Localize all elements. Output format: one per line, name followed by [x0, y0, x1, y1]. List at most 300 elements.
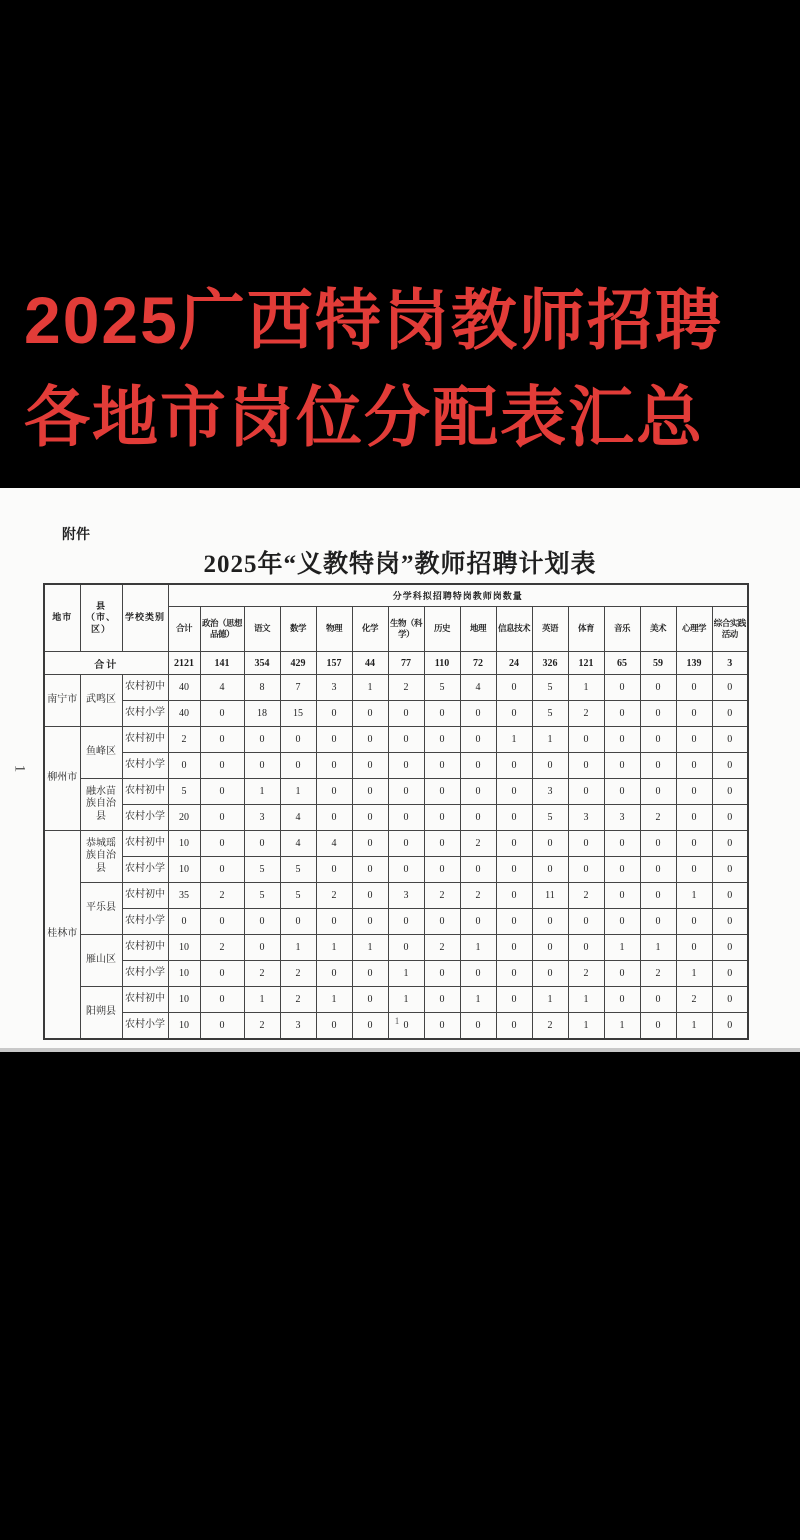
value-cell: 0 [712, 831, 748, 857]
value-cell: 0 [200, 987, 244, 1013]
value-cell: 1 [640, 935, 676, 961]
value-cell: 0 [604, 701, 640, 727]
city-cell: 桂林市 [44, 831, 80, 1040]
value-cell: 0 [424, 909, 460, 935]
value-cell: 3 [532, 779, 568, 805]
value-cell: 0 [604, 961, 640, 987]
value-cell: 0 [280, 753, 316, 779]
value-cell: 0 [568, 909, 604, 935]
value-cell: 0 [200, 701, 244, 727]
value-cell: 0 [352, 701, 388, 727]
table-row [44, 961, 748, 987]
school-type-cell: 农村初中 [122, 675, 168, 701]
value-cell: 4 [460, 675, 496, 701]
value-cell: 0 [424, 701, 460, 727]
value-cell: 0 [640, 727, 676, 753]
county-cell: 武鸣区 [80, 675, 122, 727]
value-cell: 0 [568, 935, 604, 961]
value-cell: 0 [496, 753, 532, 779]
subject-header: 美术 [640, 607, 676, 652]
value-cell: 0 [712, 753, 748, 779]
value-cell: 0 [568, 753, 604, 779]
school-type-cell: 农村初中 [122, 883, 168, 909]
county-cell: 恭城瑶族自治县 [80, 831, 122, 883]
table-header-row-1 [44, 584, 748, 607]
table-row [44, 883, 748, 909]
value-cell: 0 [200, 779, 244, 805]
value-cell: 0 [640, 987, 676, 1013]
value-cell: 0 [712, 675, 748, 701]
value-cell: 0 [352, 805, 388, 831]
value-cell: 0 [460, 857, 496, 883]
banner-title-line2: 各地市岗位分配表汇总 [24, 380, 704, 454]
value-cell: 3 [244, 805, 280, 831]
value-cell: 0 [496, 805, 532, 831]
value-cell: 20 [168, 805, 200, 831]
value-cell: 5 [532, 701, 568, 727]
value-cell: 5 [244, 883, 280, 909]
value-cell: 4 [280, 805, 316, 831]
value-cell: 1 [460, 987, 496, 1013]
document-page [0, 488, 800, 1052]
value-cell: 1 [604, 1013, 640, 1040]
value-cell: 0 [352, 987, 388, 1013]
banner-title-line1: 2025广西特岗教师招聘 [24, 283, 723, 357]
value-cell: 0 [532, 753, 568, 779]
value-cell: 10 [168, 1013, 200, 1040]
value-cell: 0 [200, 909, 244, 935]
value-cell: 0 [388, 909, 424, 935]
school-type-cell: 农村初中 [122, 987, 168, 1013]
value-cell: 0 [424, 779, 460, 805]
footer-page-number: 1 [394, 1016, 400, 1026]
value-cell: 0 [352, 1013, 388, 1040]
value-cell: 0 [352, 961, 388, 987]
value-cell: 0 [168, 753, 200, 779]
value-cell: 77 [388, 652, 424, 675]
value-cell: 35 [168, 883, 200, 909]
value-cell: 10 [168, 831, 200, 857]
value-cell: 1 [568, 675, 604, 701]
value-cell: 1 [568, 1013, 604, 1040]
value-cell: 0 [424, 1013, 460, 1040]
value-cell: 0 [640, 753, 676, 779]
total-row-label: 合计 [44, 652, 168, 675]
total-row [44, 652, 748, 675]
value-cell: 2 [244, 1013, 280, 1040]
value-cell: 1 [604, 935, 640, 961]
value-cell: 1 [316, 987, 352, 1013]
value-cell: 2 [316, 883, 352, 909]
value-cell: 0 [712, 961, 748, 987]
value-cell: 0 [496, 909, 532, 935]
value-cell: 0 [712, 701, 748, 727]
value-cell: 0 [676, 857, 712, 883]
value-cell: 0 [712, 779, 748, 805]
value-cell: 0 [316, 909, 352, 935]
value-cell: 0 [460, 805, 496, 831]
header-county: 县（市、区） [80, 584, 122, 652]
value-cell: 3 [316, 675, 352, 701]
value-cell: 2 [676, 987, 712, 1013]
subject-header: 综合实践活动 [712, 607, 748, 652]
value-cell: 0 [388, 857, 424, 883]
value-cell: 0 [280, 727, 316, 753]
value-cell: 0 [640, 1013, 676, 1040]
subject-header: 物理 [316, 607, 352, 652]
subject-header: 体育 [568, 607, 604, 652]
school-type-cell: 农村小学 [122, 961, 168, 987]
value-cell: 5 [244, 857, 280, 883]
value-cell: 18 [244, 701, 280, 727]
value-cell: 5 [280, 857, 316, 883]
value-cell: 3 [568, 805, 604, 831]
value-cell: 0 [568, 779, 604, 805]
value-cell: 15 [280, 701, 316, 727]
value-cell: 0 [200, 1013, 244, 1040]
value-cell: 0 [640, 675, 676, 701]
value-cell: 0 [244, 909, 280, 935]
value-cell: 3 [604, 805, 640, 831]
county-cell: 平乐县 [80, 883, 122, 935]
table-row [44, 805, 748, 831]
value-cell: 2 [200, 935, 244, 961]
value-cell: 2 [568, 961, 604, 987]
header-subjects-span: 分学科拟招聘特岗教师岗数量 [168, 584, 748, 607]
value-cell: 0 [424, 727, 460, 753]
value-cell: 40 [168, 701, 200, 727]
value-cell: 0 [604, 675, 640, 701]
value-cell: 0 [496, 961, 532, 987]
value-cell: 24 [496, 652, 532, 675]
value-cell: 0 [676, 831, 712, 857]
table-row [44, 909, 748, 935]
value-cell: 10 [168, 987, 200, 1013]
subject-header: 英语 [532, 607, 568, 652]
value-cell: 0 [604, 831, 640, 857]
value-cell: 0 [496, 987, 532, 1013]
value-cell: 4 [316, 831, 352, 857]
value-cell: 0 [388, 1013, 424, 1040]
value-cell: 1 [316, 935, 352, 961]
value-cell: 2 [460, 831, 496, 857]
value-cell: 0 [244, 753, 280, 779]
value-cell: 10 [168, 935, 200, 961]
value-cell: 0 [200, 753, 244, 779]
value-cell: 0 [712, 935, 748, 961]
value-cell: 0 [244, 935, 280, 961]
value-cell: 0 [168, 909, 200, 935]
value-cell: 10 [168, 857, 200, 883]
value-cell: 0 [496, 675, 532, 701]
value-cell: 0 [244, 831, 280, 857]
subject-header: 生物（科学） [388, 607, 424, 652]
value-cell: 0 [604, 909, 640, 935]
value-cell: 2 [280, 987, 316, 1013]
value-cell: 0 [496, 1013, 532, 1040]
subject-header: 历史 [424, 607, 460, 652]
value-cell: 1 [676, 1013, 712, 1040]
value-cell: 0 [604, 753, 640, 779]
value-cell: 0 [388, 831, 424, 857]
value-cell: 0 [280, 909, 316, 935]
value-cell: 0 [532, 961, 568, 987]
value-cell: 0 [424, 857, 460, 883]
value-cell: 0 [424, 987, 460, 1013]
county-cell: 阳朔县 [80, 987, 122, 1040]
value-cell: 44 [352, 652, 388, 675]
value-cell: 0 [676, 805, 712, 831]
value-cell: 0 [352, 831, 388, 857]
value-cell: 0 [676, 753, 712, 779]
value-cell: 0 [676, 675, 712, 701]
subject-header: 心理学 [676, 607, 712, 652]
header-school-type: 学校类别 [122, 584, 168, 652]
value-cell: 0 [316, 727, 352, 753]
value-cell: 1 [352, 675, 388, 701]
value-cell: 0 [640, 779, 676, 805]
value-cell: 5 [168, 779, 200, 805]
value-cell: 0 [676, 779, 712, 805]
school-type-cell: 农村小学 [122, 1013, 168, 1040]
value-cell: 0 [496, 831, 532, 857]
school-type-cell: 农村小学 [122, 805, 168, 831]
value-cell: 65 [604, 652, 640, 675]
value-cell: 1 [280, 935, 316, 961]
value-cell: 1 [676, 961, 712, 987]
value-cell: 40 [168, 675, 200, 701]
value-cell: 8 [244, 675, 280, 701]
value-cell: 0 [460, 779, 496, 805]
value-cell: 0 [200, 805, 244, 831]
value-cell: 0 [460, 701, 496, 727]
value-cell: 139 [676, 652, 712, 675]
value-cell: 0 [316, 961, 352, 987]
value-cell: 0 [604, 779, 640, 805]
value-cell: 0 [352, 857, 388, 883]
table-row [44, 675, 748, 701]
school-type-cell: 农村初中 [122, 779, 168, 805]
value-cell: 0 [640, 909, 676, 935]
subject-header: 政治（思想品德） [200, 607, 244, 652]
value-cell: 1 [460, 935, 496, 961]
value-cell: 0 [200, 857, 244, 883]
value-cell: 2 [168, 727, 200, 753]
subject-header: 化学 [352, 607, 388, 652]
header-city: 地市 [44, 584, 80, 652]
value-cell: 0 [532, 831, 568, 857]
value-cell: 0 [496, 701, 532, 727]
value-cell: 0 [316, 1013, 352, 1040]
subject-header: 音乐 [604, 607, 640, 652]
value-cell: 0 [532, 909, 568, 935]
value-cell: 5 [280, 883, 316, 909]
value-cell: 0 [424, 831, 460, 857]
value-cell: 0 [460, 1013, 496, 1040]
value-cell: 4 [280, 831, 316, 857]
value-cell: 0 [424, 805, 460, 831]
value-cell: 0 [316, 805, 352, 831]
value-cell: 2 [424, 935, 460, 961]
value-cell: 0 [388, 701, 424, 727]
value-cell: 0 [460, 727, 496, 753]
value-cell: 1 [244, 987, 280, 1013]
value-cell: 1 [280, 779, 316, 805]
county-cell: 鱼峰区 [80, 727, 122, 779]
value-cell: 0 [388, 805, 424, 831]
value-cell: 59 [640, 652, 676, 675]
value-cell: 0 [200, 831, 244, 857]
value-cell: 2 [568, 883, 604, 909]
value-cell: 0 [712, 857, 748, 883]
school-type-cell: 农村初中 [122, 727, 168, 753]
value-cell: 0 [388, 753, 424, 779]
value-cell: 0 [496, 935, 532, 961]
value-cell: 0 [532, 857, 568, 883]
school-type-cell: 农村小学 [122, 753, 168, 779]
value-cell: 0 [568, 831, 604, 857]
value-cell: 0 [244, 727, 280, 753]
value-cell: 0 [496, 883, 532, 909]
value-cell: 5 [532, 675, 568, 701]
value-cell: 0 [712, 987, 748, 1013]
value-cell: 2 [280, 961, 316, 987]
subject-header: 数学 [280, 607, 316, 652]
value-cell: 0 [604, 857, 640, 883]
value-cell: 0 [496, 857, 532, 883]
recruitment-plan-table [43, 583, 749, 1040]
value-cell: 0 [200, 727, 244, 753]
subject-header: 地理 [460, 607, 496, 652]
value-cell: 0 [712, 727, 748, 753]
value-cell: 0 [316, 753, 352, 779]
side-page-number: 1 [11, 764, 28, 773]
value-cell: 11 [532, 883, 568, 909]
attachment-label: 附件 [62, 528, 90, 543]
school-type-cell: 农村小学 [122, 909, 168, 935]
school-type-cell: 农村小学 [122, 701, 168, 727]
value-cell: 1 [388, 987, 424, 1013]
value-cell: 429 [280, 652, 316, 675]
value-cell: 7 [280, 675, 316, 701]
value-cell: 0 [388, 727, 424, 753]
city-cell: 柳州市 [44, 727, 80, 831]
value-cell: 5 [532, 805, 568, 831]
value-cell: 157 [316, 652, 352, 675]
value-cell: 2 [532, 1013, 568, 1040]
table-row [44, 935, 748, 961]
value-cell: 0 [496, 779, 532, 805]
subject-header: 合计 [168, 607, 200, 652]
value-cell: 2121 [168, 652, 200, 675]
value-cell: 0 [568, 727, 604, 753]
value-cell: 0 [604, 883, 640, 909]
value-cell: 2 [388, 675, 424, 701]
value-cell: 121 [568, 652, 604, 675]
subject-header: 语文 [244, 607, 280, 652]
value-cell: 0 [352, 753, 388, 779]
value-cell: 0 [316, 779, 352, 805]
value-cell: 0 [676, 935, 712, 961]
value-cell: 2 [460, 883, 496, 909]
value-cell: 0 [460, 909, 496, 935]
value-cell: 1 [568, 987, 604, 1013]
table-row [44, 857, 748, 883]
value-cell: 10 [168, 961, 200, 987]
value-cell: 3 [712, 652, 748, 675]
county-cell: 融水苗族自治县 [80, 779, 122, 831]
table-row [44, 831, 748, 857]
value-cell: 0 [712, 1013, 748, 1040]
value-cell: 0 [676, 909, 712, 935]
value-cell: 0 [388, 779, 424, 805]
value-cell: 0 [388, 935, 424, 961]
value-cell: 1 [388, 961, 424, 987]
table-row [44, 753, 748, 779]
value-cell: 0 [676, 727, 712, 753]
value-cell: 0 [352, 727, 388, 753]
document-title: 2025年“义教特岗”教师招聘计划表 [203, 551, 597, 578]
value-cell: 1 [532, 727, 568, 753]
table-row [44, 727, 748, 753]
value-cell: 0 [424, 961, 460, 987]
value-cell: 0 [460, 961, 496, 987]
value-cell: 3 [388, 883, 424, 909]
value-cell: 1 [244, 779, 280, 805]
school-type-cell: 农村初中 [122, 831, 168, 857]
value-cell: 1 [496, 727, 532, 753]
value-cell: 0 [352, 883, 388, 909]
value-cell: 0 [604, 727, 640, 753]
value-cell: 0 [604, 987, 640, 1013]
school-type-cell: 农村小学 [122, 857, 168, 883]
value-cell: 4 [200, 675, 244, 701]
value-cell: 326 [532, 652, 568, 675]
value-cell: 0 [352, 779, 388, 805]
value-cell: 0 [712, 883, 748, 909]
subject-header: 信息技术 [496, 607, 532, 652]
value-cell: 0 [712, 805, 748, 831]
value-cell: 0 [424, 753, 460, 779]
value-cell: 0 [676, 701, 712, 727]
value-cell: 2 [424, 883, 460, 909]
value-cell: 2 [244, 961, 280, 987]
value-cell: 0 [316, 701, 352, 727]
value-cell: 0 [352, 909, 388, 935]
county-cell: 雁山区 [80, 935, 122, 987]
value-cell: 1 [532, 987, 568, 1013]
value-cell: 72 [460, 652, 496, 675]
value-cell: 2 [640, 961, 676, 987]
value-cell: 1 [676, 883, 712, 909]
value-cell: 5 [424, 675, 460, 701]
city-cell: 南宁市 [44, 675, 80, 727]
value-cell: 0 [316, 857, 352, 883]
value-cell: 2 [640, 805, 676, 831]
value-cell: 141 [200, 652, 244, 675]
value-cell: 0 [640, 857, 676, 883]
value-cell: 354 [244, 652, 280, 675]
value-cell: 0 [640, 831, 676, 857]
value-cell: 110 [424, 652, 460, 675]
value-cell: 3 [280, 1013, 316, 1040]
value-cell: 0 [532, 935, 568, 961]
value-cell: 0 [712, 909, 748, 935]
value-cell: 0 [568, 857, 604, 883]
value-cell: 0 [460, 753, 496, 779]
table-row [44, 987, 748, 1013]
value-cell: 2 [200, 883, 244, 909]
